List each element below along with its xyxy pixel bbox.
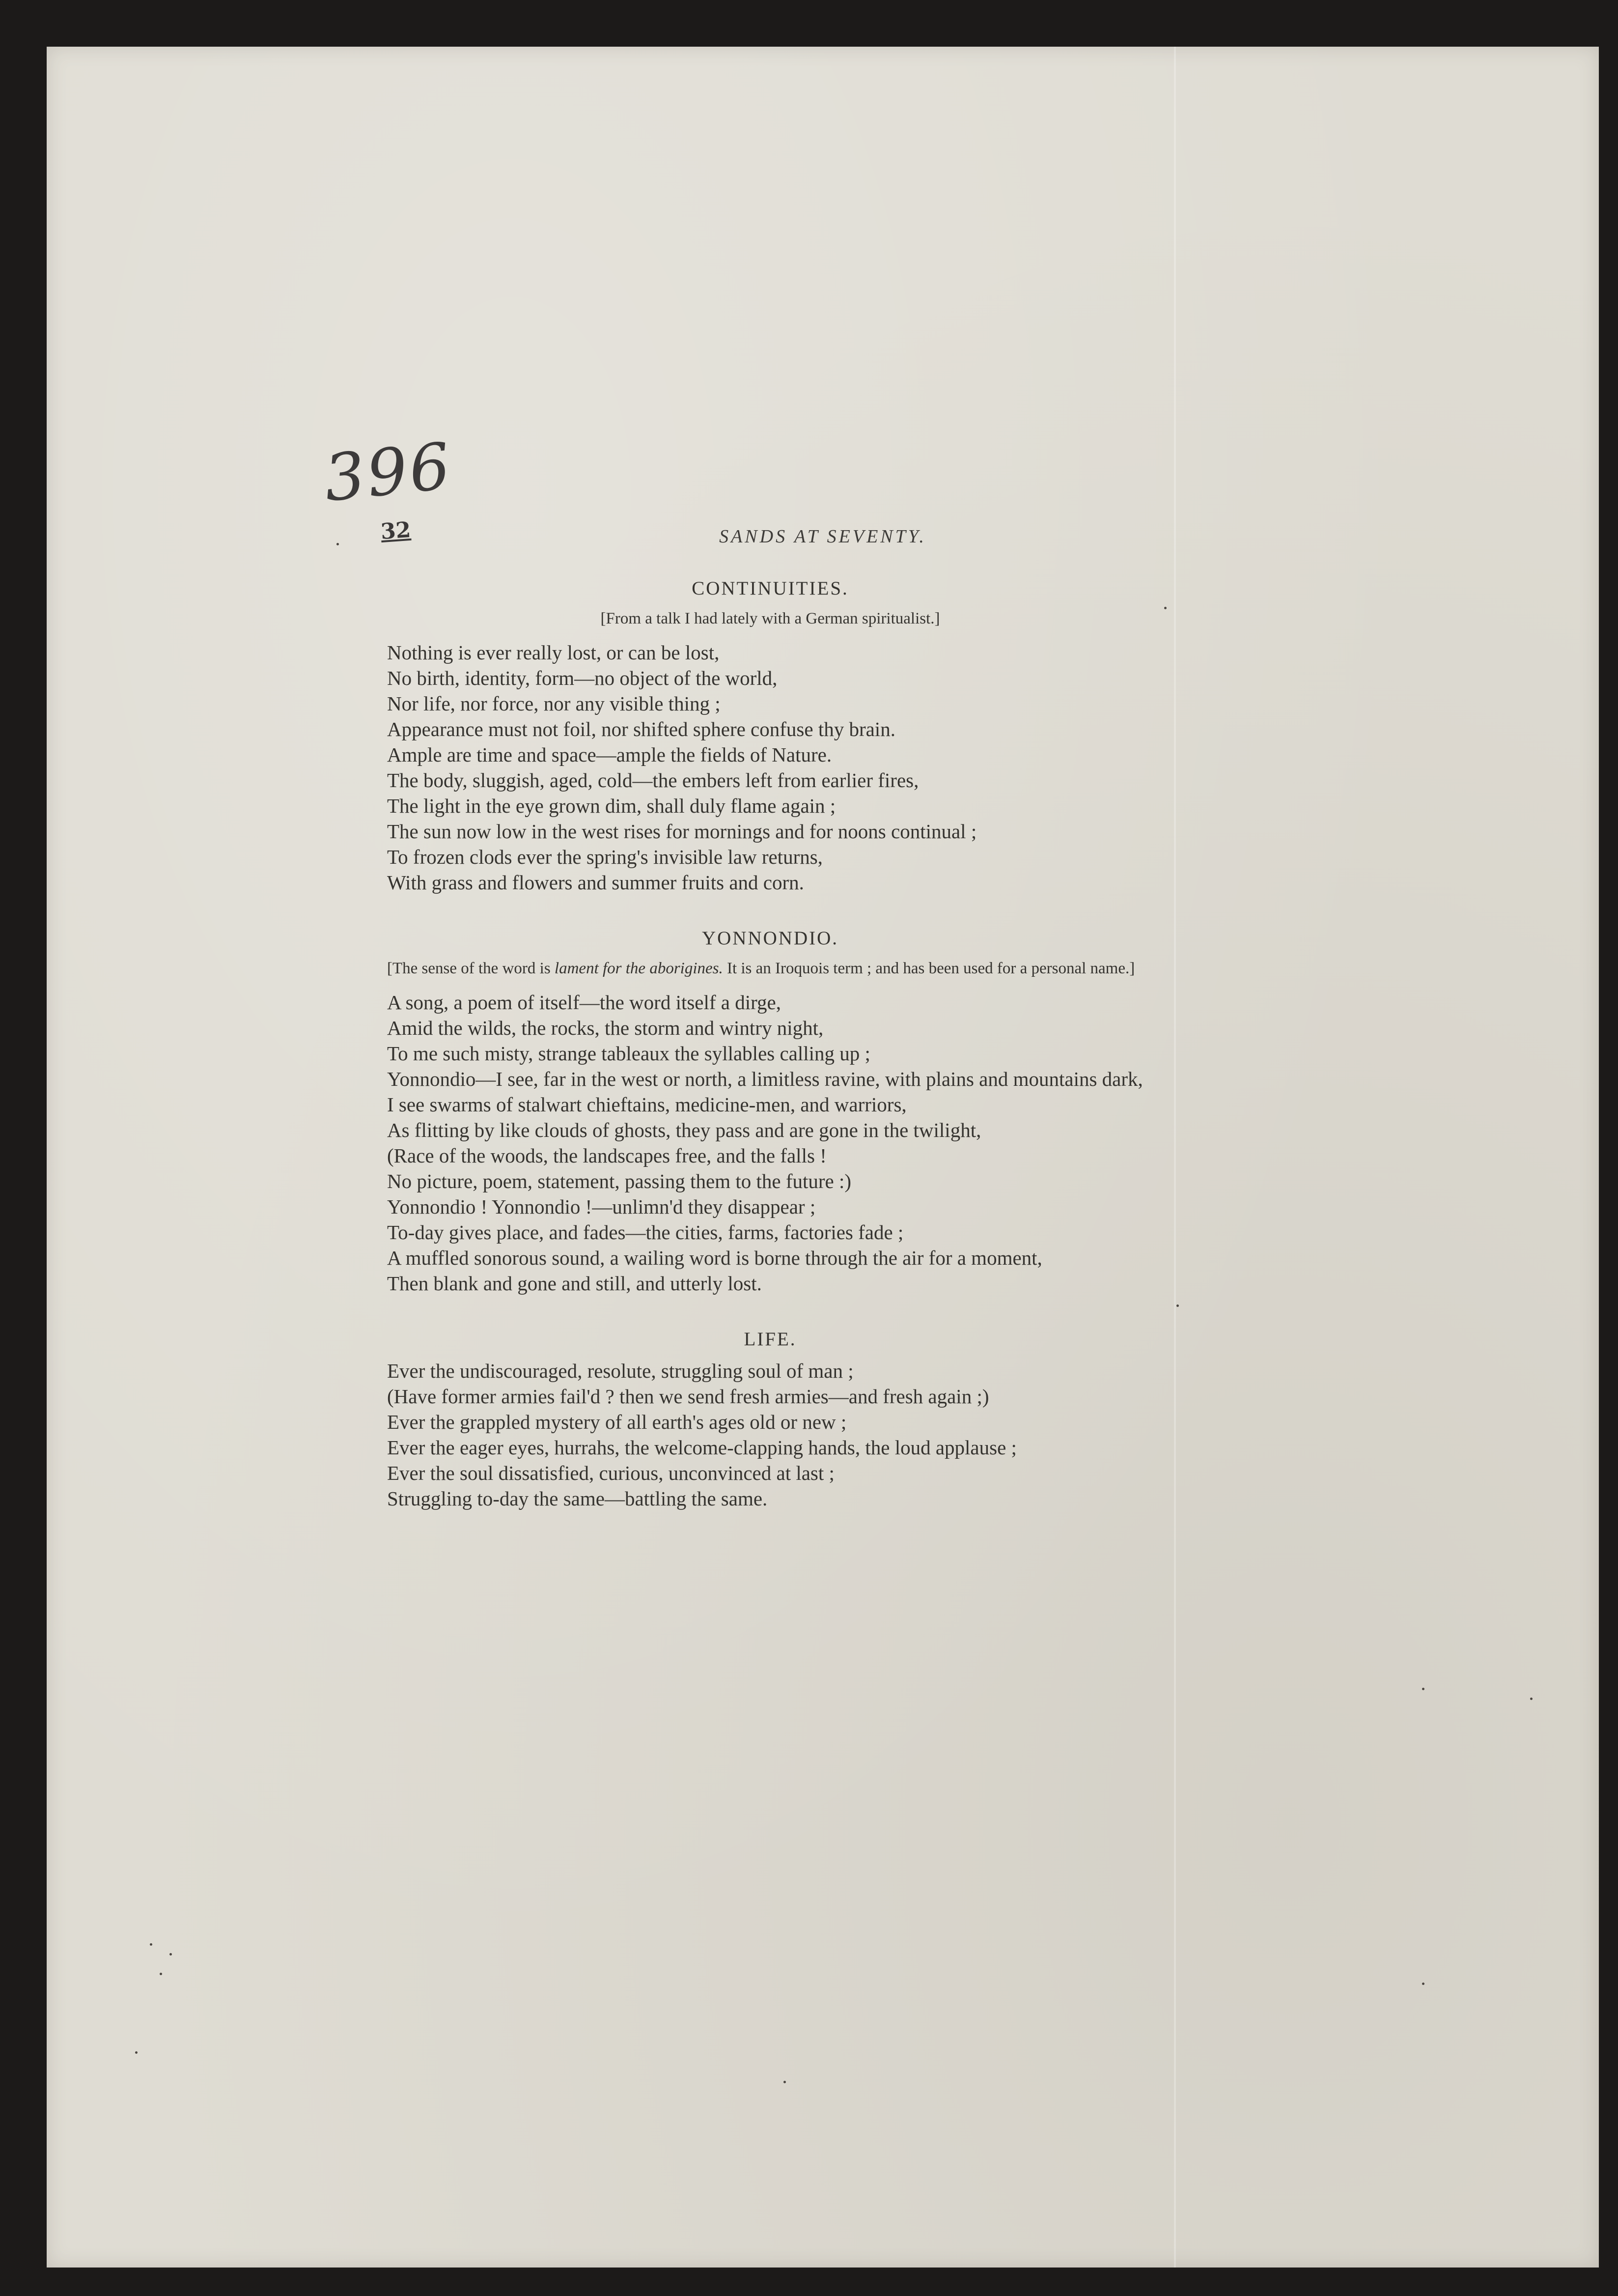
paper-speck (1530, 1698, 1533, 1700)
poem-title: YONNONDIO. (701, 928, 839, 949)
poem-lines (387, 990, 1153, 1296)
poem-line: No picture, poem, statement, passing them to the future :) (387, 1170, 852, 1192)
poem-line: To-day gives place, and fades—the cities, farms, factories fade ; (387, 1221, 904, 1244)
poem-line: Ever the grappled mystery of all earth's ages old or new ; (387, 1411, 847, 1433)
paper-speck (135, 2051, 138, 2054)
poem-line: (Have former armies fail'd ? then we send fresh armies—and fresh again ;) (387, 1385, 989, 1408)
poem-line: Struggling to-day the same—battling the same. (387, 1487, 768, 1510)
poem-line: As flitting by like clouds of ghosts, they pass and are gone in the twilight, (387, 1119, 981, 1141)
poem-line: A song, a poem of itself—the word itself a dirge, (387, 991, 781, 1014)
poem-line: Then blank and gone and still, and utterly lost. (387, 1272, 762, 1295)
poem-line: To me such misty, strange tableaux the syllables calling up ; (387, 1042, 870, 1065)
poem-note: [From a talk I had lately with a German spiritualist.] (600, 610, 940, 627)
poem-line: Nor life, nor force, nor any visible thing ; (387, 692, 721, 715)
poem-text-block (387, 575, 1153, 1511)
poem-line: Ever the eager eyes, hurrahs, the welcome-clapping hands, the loud applause ; (387, 1436, 1017, 1459)
poem-line: Yonnondio ! Yonnondio !—unlimn'd they disappear ; (387, 1195, 816, 1218)
poem-note-text: It is an Iroquois term ; and has been used for a personal name.] (723, 960, 1135, 977)
paper-speck (336, 543, 339, 545)
poem-line: The body, sluggish, aged, cold—the embers left from earlier fires, (387, 769, 919, 792)
poem-line: (Race of the woods, the landscapes free, and the falls ! (387, 1144, 827, 1167)
poem-life (387, 1326, 1153, 1511)
page-fold-crease (1174, 47, 1176, 2268)
handwritten-page-number: 32 (380, 517, 412, 545)
poem-line: Ever the undiscouraged, resolute, struggling soul of man ; (387, 1360, 854, 1382)
paper-speck (1422, 1688, 1424, 1690)
poem-line: Amid the wilds, the rocks, the storm and wintry night, (387, 1017, 824, 1039)
poem-line: A muffled sonorous sound, a wailing word is borne through the air for a moment, (387, 1247, 1042, 1269)
poem-title: CONTINUITIES. (692, 578, 849, 599)
section-spacer (387, 895, 1153, 925)
paper-speck (150, 1943, 152, 1946)
paper-speck (783, 2081, 786, 2083)
poem-yonnondio (387, 925, 1153, 1296)
poem-line: No birth, identity, form—no object of the world, (387, 667, 778, 689)
section-spacer (387, 1296, 1153, 1326)
poem-line: The sun now low in the west rises for mornings and for noons continual ; (387, 820, 977, 843)
poem-line: Ample are time and space—ample the fields of Nature. (387, 743, 832, 766)
paper-speck (1164, 607, 1167, 609)
poem-note-text: [The sense of the word is (387, 960, 555, 977)
poem-continuities (387, 575, 1153, 895)
handwritten-folio-number: 396 (320, 428, 456, 516)
paper-speck (1422, 1983, 1424, 1985)
poem-line: With grass and flowers and summer fruits and corn. (387, 871, 804, 894)
poem-line: Yonnondio—I see, far in the west or north, a limitless ravine, with plains and mountains dark, (387, 1068, 1143, 1090)
running-head: SANDS AT SEVENTY. (719, 526, 926, 547)
poem-line: Nothing is ever really lost, or can be lost, (387, 641, 720, 664)
paper-speck (160, 1973, 162, 1975)
poem-line: To frozen clods ever the spring's invisible law returns, (387, 846, 823, 868)
poem-note-italic: lament for the aborigines. (554, 960, 723, 977)
poem-lines (387, 1358, 1153, 1511)
poem-title: LIFE. (744, 1329, 797, 1350)
poem-line: I see swarms of stalwart chieftains, medicine-men, and warriors, (387, 1093, 907, 1116)
poem-note (387, 957, 1153, 980)
poem-line: The light in the eye grown dim, shall duly flame again ; (387, 794, 836, 817)
paper-speck (169, 1953, 172, 1956)
poem-lines (387, 640, 1153, 895)
paper-speck (1176, 1304, 1179, 1307)
document-page (47, 47, 1599, 2268)
poem-line: Ever the soul dissatisfied, curious, unconvinced at last ; (387, 1462, 835, 1484)
poem-line: Appearance must not foil, nor shifted sphere confuse thy brain. (387, 718, 895, 740)
